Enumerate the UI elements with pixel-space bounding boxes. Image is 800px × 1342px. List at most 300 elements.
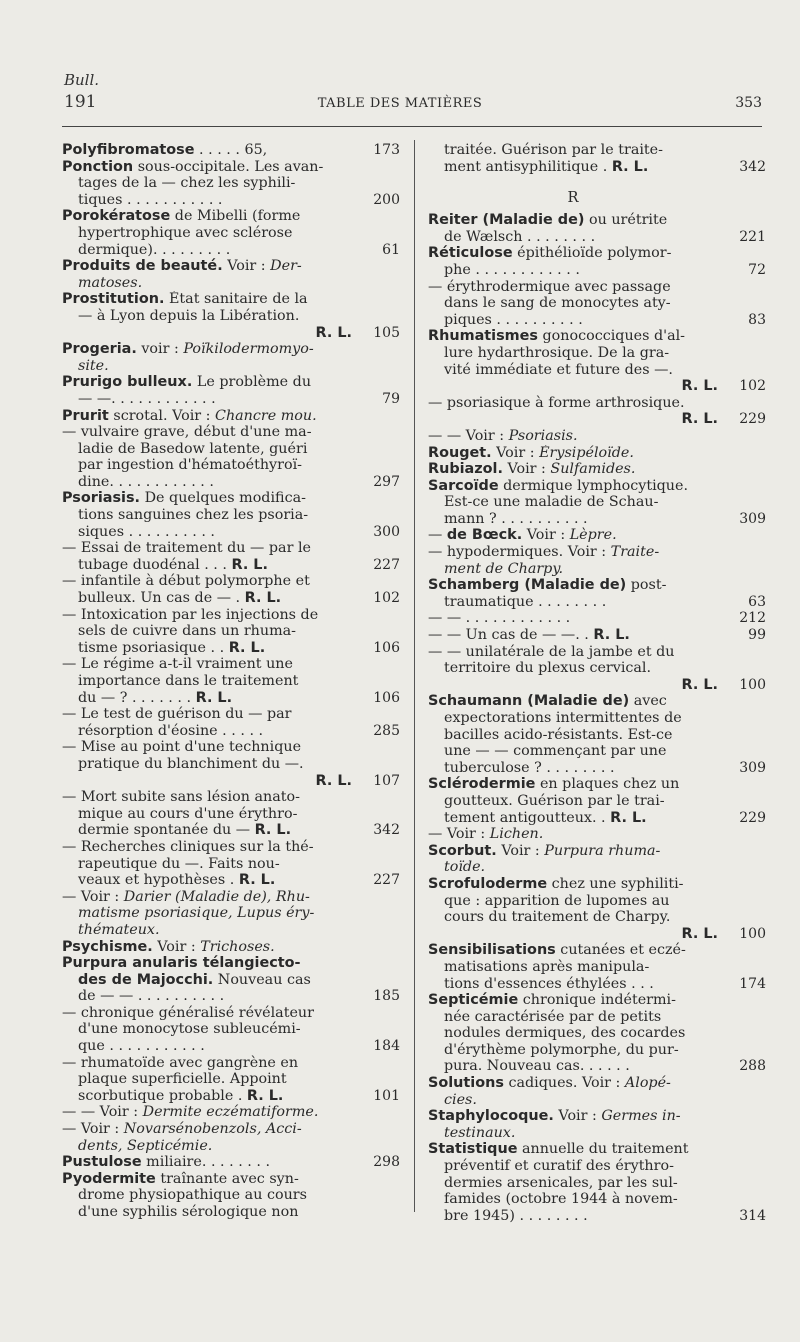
index-entry	[428, 212, 766, 245]
index-entry	[62, 1154, 400, 1171]
entry-cross-reference: toïde.	[444, 859, 486, 876]
entry-line	[428, 561, 718, 578]
entry-text: expectorations intermittentes de	[444, 710, 682, 726]
entry-text: du — ? . . . . . . .	[78, 689, 196, 706]
entry-line	[428, 262, 718, 279]
entry-page-number: 61	[382, 241, 400, 258]
entry-line	[428, 909, 718, 926]
entry-text: que . . . . . . . . . . .	[78, 1038, 205, 1055]
entry-line	[428, 594, 718, 611]
entry-page-number: 297	[373, 473, 400, 490]
entry-line	[62, 175, 352, 192]
section-letter: R	[567, 189, 579, 207]
entry-cross-reference: Sulfamides.	[550, 461, 636, 478]
entry-line	[428, 279, 718, 296]
index-entry	[62, 159, 400, 209]
entry-line	[62, 391, 352, 408]
entry-text: tiques . . . . . . . . . . .	[78, 191, 223, 208]
entry-page-number: 285	[373, 722, 400, 739]
entry-text: piques . . . . . . . . . .	[444, 311, 583, 328]
entry-text: tages de la — chez les syphili-	[78, 175, 296, 192]
entry-cross-reference: Purpura rhuma-	[544, 842, 661, 859]
entry-cross-reference: dents, Septicémie.	[78, 1137, 213, 1154]
entry-headword: Pyodermite	[62, 1170, 156, 1187]
entry-text: que : apparition de lupomes au	[444, 892, 670, 909]
entry-line	[62, 690, 352, 707]
entry-headword: Rubiazol.	[428, 461, 503, 478]
entry-line	[428, 644, 718, 661]
entry-line	[62, 756, 352, 773]
entry-cross-reference: Traite-	[610, 544, 660, 561]
index-entry	[428, 279, 766, 329]
index-entry	[428, 478, 766, 528]
entry-page-number: 63	[748, 593, 766, 610]
entry-line	[62, 142, 352, 159]
entry-headword: Psoriasis.	[62, 490, 141, 507]
entry-text: d'une monocytose subleucémi-	[78, 1021, 301, 1038]
entry-line	[62, 872, 352, 889]
entry-text: chez une syphiliti-	[547, 875, 684, 892]
entry-line	[62, 1055, 352, 1072]
entry-headword: Rhumatismes	[428, 328, 538, 345]
index-entry	[62, 408, 400, 425]
entry-line	[428, 876, 718, 893]
entry-cross-reference: Lèpre.	[569, 527, 617, 544]
entry-page-number: 229	[739, 411, 766, 428]
entry-headword: R. L.	[238, 872, 276, 889]
entry-line	[62, 374, 352, 391]
entry-text: préventif et curatif des érythro-	[444, 1158, 674, 1175]
entry-line	[428, 610, 718, 627]
entry-text: tions d'essences éthylées . . .	[444, 975, 654, 992]
entry-text: miliaire. . . . . . . .	[141, 1154, 271, 1171]
entry-line	[62, 806, 352, 823]
entry-text: famides (octobre 1944 à novem-	[444, 1191, 678, 1208]
entry-line	[62, 291, 352, 308]
entry-line	[62, 673, 352, 690]
entry-page-number: 314	[739, 1207, 766, 1224]
entry-page-number: 229	[739, 809, 766, 826]
entry-headword: Schamberg (Maladie de)	[428, 577, 627, 594]
entry-page-number: 342	[739, 158, 766, 175]
entry-text: pratique du blanchiment du —.	[78, 755, 304, 772]
entry-line	[62, 258, 352, 275]
entry-line	[428, 328, 718, 345]
entry-line	[62, 1187, 352, 1204]
entry-text: — érythrodermique avec passage	[428, 278, 671, 295]
entry-line	[428, 511, 718, 528]
entry-line	[428, 544, 718, 561]
index-entry	[62, 490, 400, 540]
entry-text: — Le régime a-t-il vraiment une	[62, 656, 293, 673]
entry-text: ou urétrite	[584, 212, 668, 229]
entry-text: Voir :	[496, 842, 545, 859]
entry-cross-reference: Novarsénobenzols, Acci-	[123, 1121, 302, 1138]
entry-line	[428, 1092, 718, 1109]
index-entry	[62, 142, 400, 159]
index-entry	[428, 876, 766, 942]
index-entry	[428, 843, 766, 876]
entry-text: — — Un cas de — —. .	[428, 627, 594, 644]
entry-text: nodules dermiques, des cocardes	[444, 1025, 686, 1042]
entry-line	[62, 474, 352, 491]
entry-headword: Reiter (Maladie de)	[428, 212, 585, 229]
entry-text: voir :	[136, 341, 184, 358]
entry-text: phe . . . . . . . . . . . .	[444, 261, 580, 278]
entry-text: dermies arsenicales, par les sul-	[444, 1174, 678, 1191]
entry-line	[62, 939, 352, 956]
entry-text: Nouveau cas	[213, 971, 311, 988]
entry-line	[62, 988, 352, 1005]
entry-text: tubage duodénal . . .	[78, 556, 232, 573]
entry-text: gonococciques d'al-	[537, 328, 686, 345]
entry-text: bacilles acido-résistants. Est-ce	[444, 726, 673, 743]
entry-text: épithélioïde polymor-	[512, 245, 672, 262]
entry-text: — Voir :	[428, 826, 490, 843]
entry-text: ment antisyphilitique .	[444, 158, 612, 175]
entry-headword: de Bœck.	[446, 527, 523, 544]
entry-text: De quelques modifica-	[140, 490, 306, 507]
entry-text: mique au cours d'une érythro-	[78, 805, 298, 822]
entry-text: tement antigoutteux. .	[444, 809, 611, 826]
index-entry	[428, 992, 766, 1075]
entry-text: dermique lymphocytique.	[498, 477, 689, 494]
entry-text: mann ? . . . . . . . . . .	[444, 510, 588, 527]
index-entry	[428, 776, 766, 826]
entry-cross-reference: Darier (Maladie de), Rhu-	[123, 888, 310, 905]
entry-headword: Solutions	[428, 1075, 504, 1092]
index-entry	[428, 942, 766, 992]
entry-cross-reference: ment de Charpy.	[444, 560, 564, 577]
entry-text: de Mibelli (forme	[170, 208, 301, 225]
entry-text: scrotal. Voir :	[108, 407, 216, 424]
entry-text: — Mise au point d'une technique	[62, 739, 302, 756]
entry-headword: R. L.	[611, 158, 649, 175]
entry-line	[428, 142, 718, 159]
entry-line	[62, 922, 352, 939]
entry-line	[62, 640, 352, 657]
entry-headword: R. L.	[315, 324, 352, 341]
entry-headword: Progeria.	[62, 341, 137, 358]
running-header-title: TABLE DES MATIÈRES	[317, 96, 483, 111]
entry-cross-reference: site.	[78, 357, 109, 374]
entry-line	[62, 540, 352, 557]
entry-headword: Staphylocoque.	[428, 1108, 554, 1125]
entry-line	[62, 590, 352, 607]
index-column-right	[428, 142, 766, 1224]
entry-page-number: 72	[748, 261, 766, 278]
entry-line	[62, 325, 352, 342]
entry-text: rapeutique du —. Faits nou-	[78, 855, 280, 872]
entry-text: chronique indétermi-	[518, 992, 676, 1009]
entry-text: — — . . . . . . . . . . . .	[428, 610, 571, 627]
entry-headword: Porokératose	[62, 208, 171, 225]
index-entry	[428, 445, 766, 462]
entry-text: tuberculose ? . . . . . . . .	[444, 759, 615, 776]
entry-page-number: 173	[373, 142, 400, 158]
entry-cross-reference: Érysipéloïde.	[539, 444, 634, 461]
entry-headword: Prurit	[62, 407, 109, 424]
entry-text: . . . . . 65,	[194, 142, 268, 158]
entry-line	[62, 1071, 352, 1088]
entry-text: État sanitaire de la	[164, 291, 308, 308]
entry-line	[62, 159, 352, 176]
entry-headword: R. L.	[254, 822, 292, 839]
entry-line	[428, 793, 718, 810]
entry-text: goutteux. Guérison par le trai-	[444, 792, 665, 809]
entry-line	[62, 1088, 352, 1105]
entry-text: siques . . . . . . . . . .	[78, 523, 215, 540]
entry-text: Voir :	[491, 444, 540, 461]
entry-line	[62, 1038, 352, 1055]
entry-line	[62, 723, 352, 740]
entry-headword: R. L.	[610, 809, 647, 826]
entry-text: Voir :	[522, 527, 570, 544]
entry-line	[62, 1005, 352, 1022]
entry-line	[428, 1191, 718, 1208]
entry-line	[62, 656, 352, 673]
entry-text: Est-ce une maladie de Schau-	[444, 494, 659, 511]
entry-page-number: 212	[739, 610, 766, 627]
entry-line	[428, 229, 718, 246]
entry-page-number: 106	[373, 639, 400, 656]
entry-headword: R. L.	[228, 639, 266, 656]
entry-line	[62, 607, 352, 624]
entry-headword: Schaumann (Maladie de)	[428, 693, 630, 710]
entry-text: sels de cuivre dans un rhuma-	[78, 623, 296, 640]
entry-text: scorbutique probable .	[78, 1087, 247, 1104]
entry-line	[62, 905, 352, 922]
entry-text: pura. Nouveau cas. . . . . .	[444, 1058, 630, 1075]
entry-page-number: 288	[739, 1058, 766, 1075]
index-entry	[62, 739, 400, 789]
entry-line	[428, 926, 718, 943]
entry-line	[62, 441, 352, 458]
entry-headword: Produits de beauté.	[62, 258, 223, 275]
index-entry	[62, 955, 400, 1005]
entry-line	[428, 727, 718, 744]
entry-line	[62, 1138, 352, 1155]
entry-line	[62, 789, 352, 806]
entry-cross-reference: matisme psoriasique, Lupus éry-	[78, 905, 315, 922]
entry-text: drome physiopathique au cours	[78, 1187, 307, 1204]
index-entry	[428, 577, 766, 610]
entry-line	[428, 942, 718, 959]
entry-line	[62, 242, 352, 259]
entry-cross-reference: Trichoses.	[200, 938, 275, 955]
entry-page-number: 102	[739, 378, 766, 395]
entry-page-number: 100	[739, 676, 766, 693]
entry-line	[428, 760, 718, 777]
entry-page-number: 83	[748, 311, 766, 328]
entry-line	[428, 843, 718, 860]
entry-line	[428, 212, 718, 229]
index-entry	[62, 374, 400, 407]
entry-cross-reference: Chancre mou.	[215, 407, 317, 424]
entry-page-number: 298	[373, 1154, 400, 1171]
index-entry	[428, 627, 766, 644]
entry-headword: Réticulose	[428, 245, 513, 262]
index-entry	[428, 461, 766, 478]
entry-line	[428, 411, 718, 428]
entry-page-number: 101	[373, 1087, 400, 1104]
entry-text: dans le sang de monocytes aty-	[444, 295, 671, 312]
entry-text: une — — commençant par une	[444, 743, 667, 760]
entry-cross-reference: cies.	[444, 1091, 477, 1108]
entry-text: — — Voir :	[428, 427, 509, 444]
entry-headword: Sarcoïde	[428, 477, 499, 494]
index-entry	[62, 939, 400, 956]
entry-headword: Septicémie	[428, 992, 519, 1009]
entry-text: bre 1945) . . . . . . . .	[444, 1207, 588, 1224]
entry-line	[62, 955, 352, 972]
column-divider	[414, 140, 415, 1212]
entry-headword: Purpura anularis télangiecto-	[62, 955, 301, 972]
entry-line	[62, 773, 352, 790]
entry-text: Voir :	[553, 1108, 602, 1125]
entry-text: — — Voir :	[62, 1104, 143, 1121]
entry-cross-reference: Dermite eczématiforme.	[142, 1104, 319, 1121]
entry-text: tions sanguines chez les psoria-	[78, 507, 309, 524]
entry-text: — rhumatoïde avec gangrène en	[62, 1054, 299, 1071]
entry-line	[428, 1141, 718, 1158]
entry-headword: Prurigo bulleux.	[62, 374, 193, 391]
entry-line	[428, 710, 718, 727]
entry-text: née caractérisée par de petits	[444, 1008, 662, 1025]
index-entry	[428, 1075, 766, 1108]
entry-line	[428, 1108, 718, 1125]
entry-text: — Le test de guérison du — par	[62, 706, 292, 723]
index-entry	[62, 1171, 400, 1221]
entry-headword: Statistique	[428, 1141, 518, 1158]
entry-text: d'érythème polymorphe, du pur-	[444, 1041, 679, 1058]
entry-text: ladie de Basedow latente, guéri	[78, 440, 308, 457]
entry-text: territoire du plexus cervical.	[444, 660, 652, 677]
entry-line	[428, 677, 718, 694]
entry-line	[428, 345, 718, 362]
index-entry	[62, 706, 400, 739]
entry-headword: Sclérodermie	[428, 776, 536, 793]
entry-line	[428, 776, 718, 793]
entry-text: cadiques. Voir :	[503, 1075, 625, 1092]
entry-cross-reference: thémateux.	[78, 921, 160, 938]
entry-line	[428, 743, 718, 760]
index-entry	[62, 656, 400, 706]
entry-line	[428, 859, 718, 876]
entry-headword: R. L.	[246, 1087, 284, 1104]
stamp-text: Bull.	[64, 71, 100, 89]
entry-line	[428, 1125, 718, 1142]
entry-cross-reference: testinaux.	[444, 1124, 516, 1141]
entry-text: en plaques chez un	[535, 776, 680, 793]
entry-text: de Wælsch . . . . . . . .	[444, 228, 596, 245]
entry-text: par ingestion d'hématoéthyroï-	[78, 457, 302, 474]
entry-line	[428, 1158, 718, 1175]
entry-headword: R. L.	[244, 590, 282, 607]
entry-line	[62, 490, 352, 507]
entry-line	[62, 507, 352, 524]
entry-text: annuelle du traitement	[517, 1141, 689, 1158]
index-entry	[62, 1104, 400, 1121]
entry-cross-reference: Germes in-	[601, 1108, 681, 1125]
entry-line	[428, 660, 718, 677]
entry-cross-reference: Poïkilodermomyo-	[183, 341, 314, 358]
entry-cross-reference: Alopé-	[624, 1075, 671, 1092]
entry-line	[428, 1009, 718, 1026]
index-entry	[428, 1141, 766, 1224]
index-entry	[62, 540, 400, 573]
entry-line	[428, 1042, 718, 1059]
entry-line	[428, 959, 718, 976]
entry-headword: R. L.	[231, 556, 268, 573]
entry-headword: Ponction	[62, 158, 134, 175]
index-entry	[428, 1108, 766, 1141]
entry-line	[62, 623, 352, 640]
entry-text: — Intoxication par les injections de	[62, 606, 319, 623]
entry-text: — chronique généralisé révélateur	[62, 1004, 314, 1021]
index-entry	[428, 328, 766, 394]
entry-line	[428, 992, 718, 1009]
entry-text: —	[428, 527, 447, 544]
entry-line	[62, 457, 352, 474]
entry-page-number: 184	[373, 1038, 400, 1055]
entry-page-number: 221	[739, 228, 766, 245]
entry-line	[428, 494, 718, 511]
index-entry	[62, 573, 400, 606]
entry-line	[62, 275, 352, 292]
entry-line	[62, 225, 352, 242]
entry-headword: des de Majocchi.	[78, 971, 214, 988]
index-entry	[62, 258, 400, 291]
entry-text: — hypodermiques. Voir :	[428, 544, 611, 561]
entry-line	[428, 1208, 718, 1225]
page-number: 353	[735, 95, 762, 111]
entry-line	[62, 1021, 352, 1038]
entry-line	[62, 341, 352, 358]
entry-text: Voir :	[502, 461, 551, 478]
entry-text: résorption d'éosine . . . . .	[78, 722, 264, 739]
entry-text: dine. . . . . . . . . . . .	[78, 473, 214, 490]
entry-line	[428, 378, 718, 395]
entry-headword: Prostitution.	[62, 291, 165, 308]
entry-page-number: 99	[748, 627, 766, 644]
entry-text: post-	[626, 577, 667, 594]
entry-page-number: 102	[373, 590, 400, 607]
stamp-year: 191	[64, 92, 97, 112]
entry-headword: Rouget.	[428, 444, 492, 461]
index-entry	[428, 245, 766, 278]
entry-page-number: 106	[373, 689, 400, 706]
entry-line	[62, 358, 352, 375]
entry-line	[62, 308, 352, 325]
entry-line	[62, 839, 352, 856]
entry-line	[428, 627, 718, 644]
entry-line	[62, 1104, 352, 1121]
entry-cross-reference: Der-	[270, 258, 302, 275]
entry-text: Le problème du	[192, 374, 312, 391]
entry-page-number: 309	[739, 759, 766, 776]
entry-headword: R. L.	[195, 689, 233, 706]
entry-text: cours du traitement de Charpy.	[444, 909, 671, 926]
entry-line	[428, 810, 718, 827]
entry-line	[428, 428, 718, 445]
entry-line	[428, 527, 718, 544]
index-entry	[62, 1055, 400, 1105]
entry-line	[62, 822, 352, 839]
index-entry	[428, 142, 766, 175]
entry-headword: Polyfibromatose	[62, 142, 195, 158]
entry-headword: Scorbut.	[428, 842, 497, 859]
